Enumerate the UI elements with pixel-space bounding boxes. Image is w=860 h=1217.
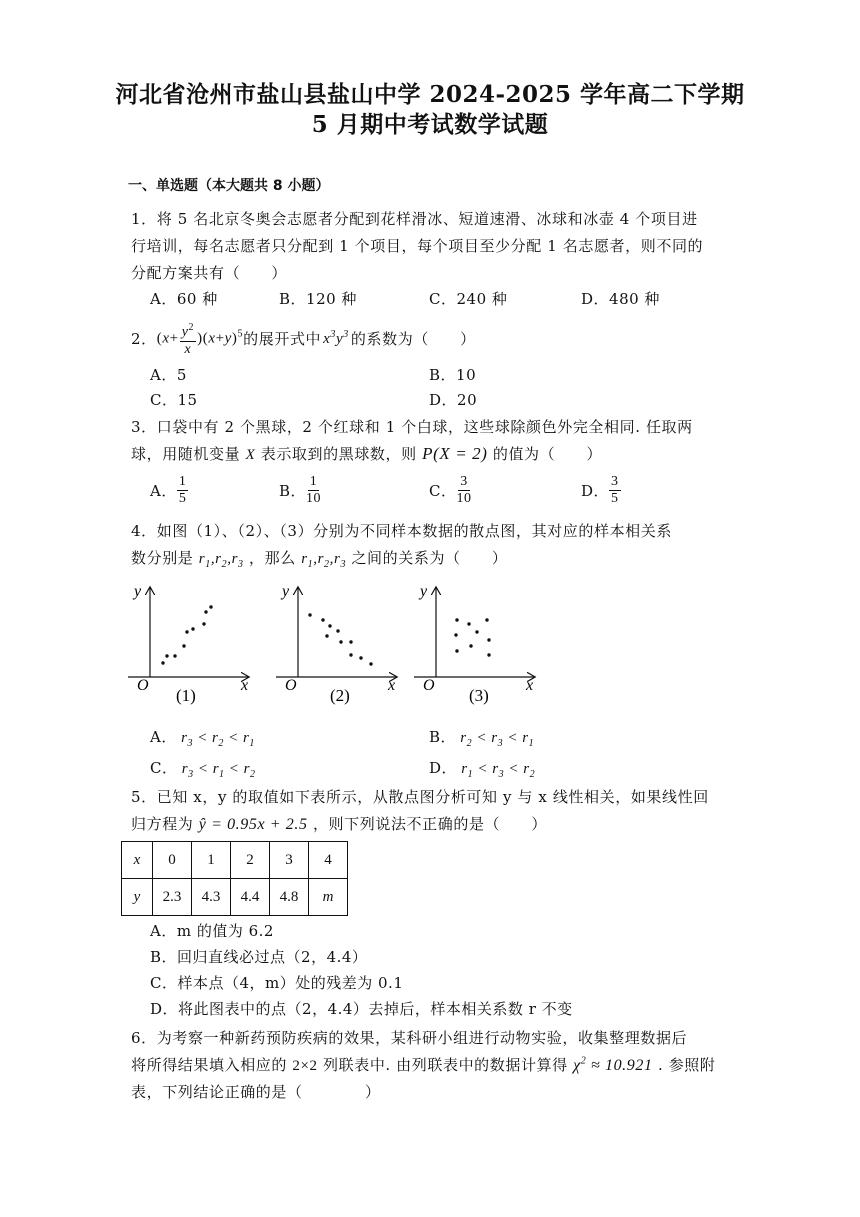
- q5-option-d: D．将此图表中的点（2，4.4）去掉后，样本相关系数 r 不变: [150, 1000, 573, 1018]
- q1-line-1: 1．将 5 名北京冬奥会志愿者分配到花样滑冰、短道速滑、冰球和冰壶 4 个项目进: [131, 210, 698, 228]
- q4-line-1: 4．如图（1）、（2）、（3）分别为不同样本数据的散点图，其对应的样本相关系: [131, 522, 672, 540]
- q4-option-c-label: C．: [150, 759, 178, 777]
- q6-table-size: 2×2: [292, 1058, 318, 1074]
- q4-option-d: [429, 757, 535, 780]
- q3-option-b: [279, 474, 321, 507]
- q1-line-2: 行培训，每名志愿者只分配到 1 个项目，每个项目至少分配 1 名志愿者，则不同的: [131, 237, 704, 255]
- q3-option-d-num: 3: [611, 474, 619, 489]
- q3-option-c-den: 10: [456, 491, 472, 506]
- plot2-y-label: y: [282, 583, 290, 600]
- q4-option-a-expr: $r_3 < r_2 < r_1$: [176, 730, 255, 749]
- q4-r-list-2: $r_1,r_2,r_3$: [301, 551, 347, 570]
- q4-option-c: [150, 757, 256, 780]
- q3-line-2-b: 表示取到的黑球数，则: [260, 445, 417, 463]
- plot2-caption: (2): [330, 686, 350, 705]
- q2-option-c: C．15: [150, 391, 198, 409]
- q6-line-2-b: 列联表中. 由列联表中的数据计算得: [323, 1056, 568, 1074]
- q3-option-a: [150, 474, 188, 507]
- q3-option-d-den: 5: [611, 491, 619, 506]
- q4-option-b: [429, 726, 534, 749]
- q5-data-table: [121, 841, 348, 916]
- plot3-y-label: y: [420, 583, 428, 600]
- q3-line-2: [131, 443, 602, 464]
- q6-line-2: [131, 1054, 716, 1075]
- q2-option-a: A．5: [150, 366, 187, 384]
- q1-option-d: D．480 种: [581, 290, 660, 308]
- plot1-y-label: y: [134, 583, 142, 600]
- plot1-x-label: x: [241, 677, 249, 694]
- q3-prob-expr: P(X = 2): [422, 444, 488, 463]
- q3-option-c-num: 3: [460, 474, 468, 489]
- q4-option-b-label: B．: [429, 728, 457, 746]
- q4-line-2: [131, 547, 507, 570]
- plot2-x-label: x: [388, 677, 396, 694]
- q3-var-x: X: [245, 447, 256, 463]
- section-header: 一、单选题（本大题共 8 小题）: [128, 178, 330, 194]
- q5-line-1: 5．已知 x，y 的取值如下表所示，从散点图分析可知 y 与 x 线性相关，如果线性回: [131, 788, 709, 806]
- scatter-plot-2: [276, 583, 396, 705]
- q1-option-c: C．240 种: [429, 290, 508, 308]
- q2-expression: (x+ $\frac{y^2}{x}$ )$(x+y)^5$: [156, 322, 244, 357]
- title-line-1: 河北省沧州市盐山县盐山中学 2024-2025 学年高二下学期: [115, 81, 745, 108]
- table-cell: 4.3: [192, 879, 231, 916]
- plot3-origin: O: [423, 677, 435, 694]
- scatter-plot-3: [414, 583, 534, 705]
- q3-option-a-den: 5: [178, 491, 187, 506]
- q4-line-2-c: 之间的关系为（ ）: [351, 549, 508, 567]
- table-cell: x: [122, 842, 153, 879]
- table-row: [122, 842, 348, 879]
- q1-line-3: 分配方案共有（ ）: [131, 264, 288, 282]
- q2-option-b: B．10: [429, 366, 477, 384]
- q5-option-b: B．回归直线必过点（2，4.4）: [150, 948, 368, 966]
- q2-term: $x^3y^3$: [323, 329, 349, 348]
- q3-option-d-label: D．: [581, 482, 610, 500]
- plot2-origin: O: [285, 677, 297, 694]
- q5-line-2-a: 归方程为: [131, 815, 194, 833]
- q3-option-d: [581, 474, 621, 507]
- plot1-caption: (1): [176, 686, 196, 705]
- q4-scatter-figures: [120, 580, 540, 710]
- q3-line-2-c: 的值为（ ）: [492, 445, 603, 463]
- q2-text-mid: 的展开式中: [243, 330, 322, 349]
- table-cell: 0: [153, 842, 192, 879]
- plot3-x-label: x: [526, 677, 534, 694]
- q4-option-c-expr: $r_3 < r_1 < r_2$: [177, 761, 256, 780]
- table-cell: y: [122, 879, 153, 916]
- q6-line-2-c: . 参照附: [657, 1056, 716, 1074]
- q1-option-b: B．120 种: [279, 290, 357, 308]
- q3-option-b-num: 1: [309, 474, 318, 489]
- table-cell: 3: [270, 842, 309, 879]
- plot1-origin: O: [137, 677, 149, 694]
- table-cell: 2.3: [153, 879, 192, 916]
- q5-line-2: [131, 813, 547, 834]
- q3-line-1: 3．口袋中有 2 个黑球，2 个红球和 1 个白球，这些球除颜色外完全相同. 任取两: [131, 418, 693, 436]
- q4-option-d-expr: $r_1 < r_3 < r_2$: [457, 761, 536, 780]
- q6-line-3: 表，下列结论正确的是（ ）: [131, 1083, 381, 1101]
- table-cell: 4: [309, 842, 348, 879]
- q3-option-b-label: B．: [279, 482, 307, 500]
- table-cell: 4.8: [270, 879, 309, 916]
- q4-r-list-1: $r_1,r_2,r_3$: [198, 551, 244, 570]
- q3-option-a-num: 1: [178, 474, 187, 489]
- scatter-plot-1: [128, 583, 248, 705]
- table-cell: 1: [192, 842, 231, 879]
- q4-option-a-label: A．: [150, 728, 177, 746]
- q4-line-2-a: 数分别是: [131, 549, 194, 567]
- q2-text-end: 的系数为（ ）: [350, 330, 476, 349]
- q3-line-2-a: 球，用随机变量: [131, 445, 241, 463]
- q5-regression-eq: ŷ = 0.95x + 2.5: [198, 816, 308, 833]
- q3-option-b-den: 10: [306, 491, 322, 506]
- q2-option-d: D．20: [429, 391, 478, 409]
- q1-option-a: A．60 种: [150, 290, 218, 308]
- plot3-caption: (3): [469, 686, 489, 705]
- q3-option-c: [429, 474, 471, 507]
- q4-option-a: [150, 726, 255, 749]
- q6-line-2-a: 将所得结果填入相应的: [131, 1056, 288, 1074]
- q6-chi-square: $\chi^2 \approx 10.921$: [573, 1055, 653, 1074]
- table-cell: m: [309, 879, 348, 916]
- title-line-2: 5 月期中考试数学试题: [311, 111, 549, 138]
- q5-line-2-b: ，则下列说法不正确的是（ ）: [312, 815, 547, 833]
- q4-line-2-b: ，那么: [249, 549, 296, 567]
- q5-option-c: C．样本点（4，m）处的残差为 0.1: [150, 974, 404, 992]
- q2-stem: [131, 320, 476, 358]
- q6-line-1: 6．为考察一种新药预防疾病的效果，某科研小组进行动物实验，收集整理数据后: [131, 1029, 688, 1047]
- q2-number: 2．: [131, 330, 157, 349]
- table-cell: 2: [231, 842, 270, 879]
- q3-option-a-label: A．: [150, 482, 177, 500]
- q4-option-d-label: D．: [429, 759, 458, 777]
- q5-option-a: A．m 的值为 6.2: [150, 922, 274, 940]
- q3-option-c-label: C．: [429, 482, 457, 500]
- q4-option-b-expr: $r_2 < r_3 < r_1$: [456, 730, 535, 749]
- table-cell: 4.4: [231, 879, 270, 916]
- table-row: [122, 879, 348, 916]
